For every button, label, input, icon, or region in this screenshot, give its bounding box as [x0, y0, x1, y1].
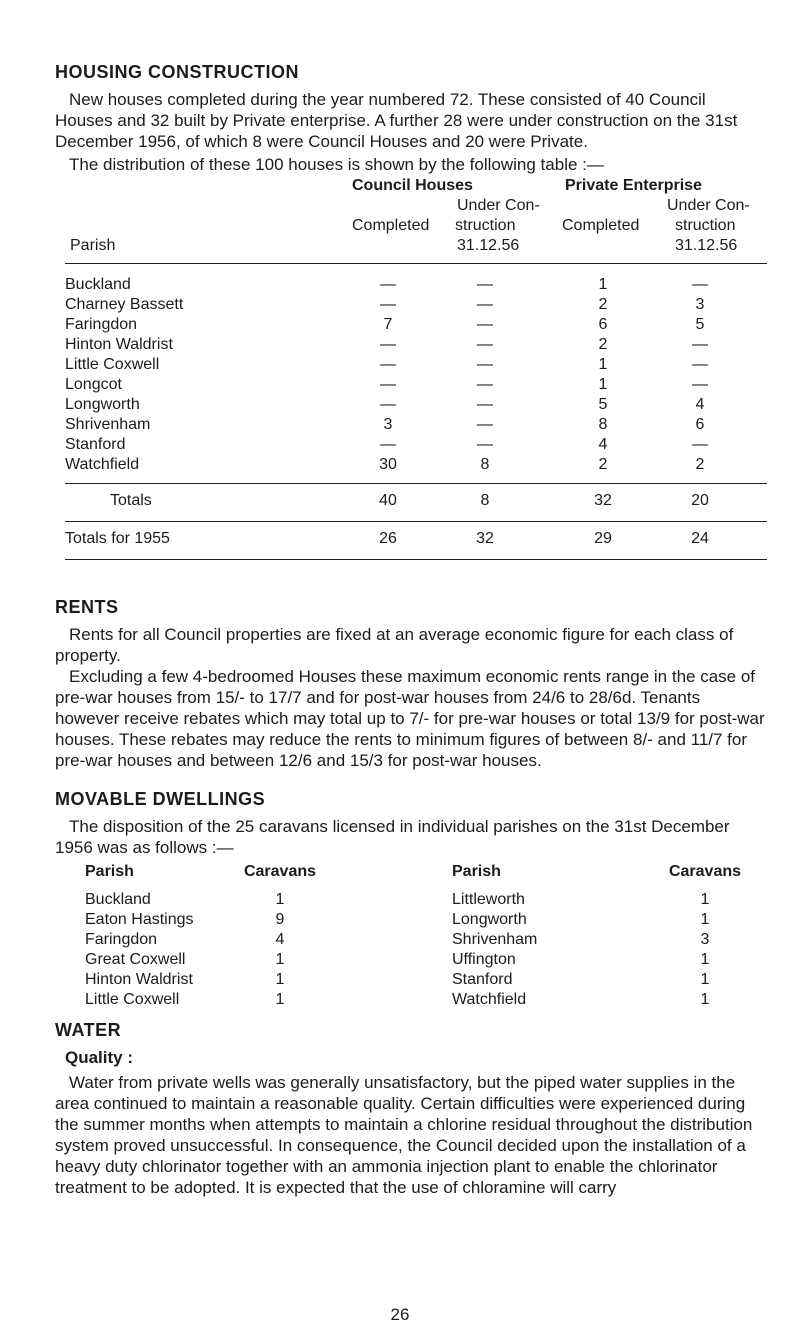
table-row: Charney Bassett — — 2 3: [65, 296, 705, 313]
caravans-header: Parish Caravans Parish Caravans: [85, 863, 742, 880]
caravans-table: [55, 862, 767, 1010]
header-col2-line2: struction: [455, 217, 516, 234]
header-private-enterprise: Private Enterprise: [565, 177, 702, 194]
page-number: 26: [390, 1305, 410, 1324]
table-row: Buckland — — 1 —: [65, 276, 708, 293]
water-heading: WATER: [55, 1020, 122, 1040]
header-col2-line1: Under Con-: [457, 197, 540, 214]
table-row: Longworth — — 5 4: [65, 396, 705, 413]
list-item: Eaton Hastings 9 Longworth 1: [85, 911, 710, 928]
header-col4-line3: 31.12.56: [675, 237, 738, 254]
totals-1955-rule: [65, 521, 767, 522]
list-item: Faringdon 4 Shrivenham 3: [85, 931, 710, 948]
housing-table-body: [55, 273, 767, 475]
housing-table-header: [55, 177, 767, 273]
housing-table: [55, 177, 767, 565]
list-item: Great Coxwell 1 Uffington 1: [85, 951, 710, 968]
table-row: Shrivenham 3 — 8 6: [65, 416, 705, 433]
totals-rule: [65, 483, 767, 484]
header-col1: Completed: [352, 217, 430, 234]
totals-1955-row: Totals for 1955 26 32 29 24: [65, 530, 709, 547]
list-item: Little Coxwell 1 Watchfield 1: [85, 991, 710, 1008]
table-row: Hinton Waldrist — — 2 —: [65, 336, 708, 353]
movable-paragraph-1: The disposition of the 25 caravans licensed in individual parishes on the 31st December 1956 was as follows :—: [55, 817, 730, 857]
rents-paragraph-1: Rents for all Council properties are fixed at an average economic figure for each class of property.: [55, 625, 734, 665]
header-col4-line2: struction: [675, 217, 736, 234]
list-item: Buckland 1 Littleworth 1: [85, 891, 710, 908]
table-row: Watchfield 30 8 2 2: [65, 456, 705, 473]
list-item: Hinton Waldrist 1 Stanford 1: [85, 971, 710, 988]
header-parish: Parish: [70, 237, 116, 254]
document-page: [55, 62, 767, 1198]
bottom-rule: [65, 559, 767, 560]
totals-row: Totals 40 8 32 20: [110, 492, 709, 509]
header-col3: Completed: [562, 217, 640, 234]
table-row: Little Coxwell — — 1 —: [65, 356, 708, 373]
movable-dwellings-heading: MOVABLE DWELLINGS: [55, 789, 266, 809]
housing-paragraph-1: New houses completed during the year numbered 72. These consisted of 40 Council Houses and 32 built by Private enterprise. A further 28 were under construction on the 31st December 1956, of which 8 were Council Houses and 20 were Private.: [55, 90, 738, 151]
water-paragraph-1: Water from private wells was generally unsatisfactory, but the piped water supplies in the area continued to maintain a reasonable quality. Certain difficulties were experienced during the summer months when attempts to maintain a chlorine residual throughout the distribution system proved unsuccessful. In consequence, the Council decided upon the installation of a heavy duty chlorinator together with an ammonia injection plant to enable the chlorinator treatment to be adopted. It is expected that the use of chloramine will carry: [55, 1073, 753, 1197]
water-quality-subheading: Quality :: [65, 1048, 134, 1067]
rents-heading: RENTS: [55, 597, 119, 617]
header-rule: [65, 263, 767, 264]
table-row: Longcot — — 1 —: [65, 376, 708, 393]
rents-paragraph-2: Excluding a few 4-bedroomed Houses these maximum economic rents range in the case of pre-war houses from 15/- to 17/7 and for post-war houses from 24/6 to 28/6d. Tenants however receive rebates which may total up to 7/- for pre-war houses or total 13/9 for post-war houses. These rebates may reduce the rents to minimum figures of between 8/- and 11/7 for pre-war houses and between 12/6 and 15/3 for post-war houses.: [55, 667, 765, 770]
header-col2-line3: 31.12.56: [457, 237, 520, 254]
table-row: Faringdon 7 — 6 5: [65, 316, 705, 333]
housing-paragraph-2: The distribution of these 100 houses is shown by the following table :—: [69, 155, 604, 174]
table-row: Stanford — — 4 —: [65, 436, 708, 453]
header-col4-line1: Under Con-: [667, 197, 750, 214]
housing-heading: HOUSING CONSTRUCTION: [55, 62, 299, 82]
header-council-houses: Council Houses: [352, 177, 473, 194]
